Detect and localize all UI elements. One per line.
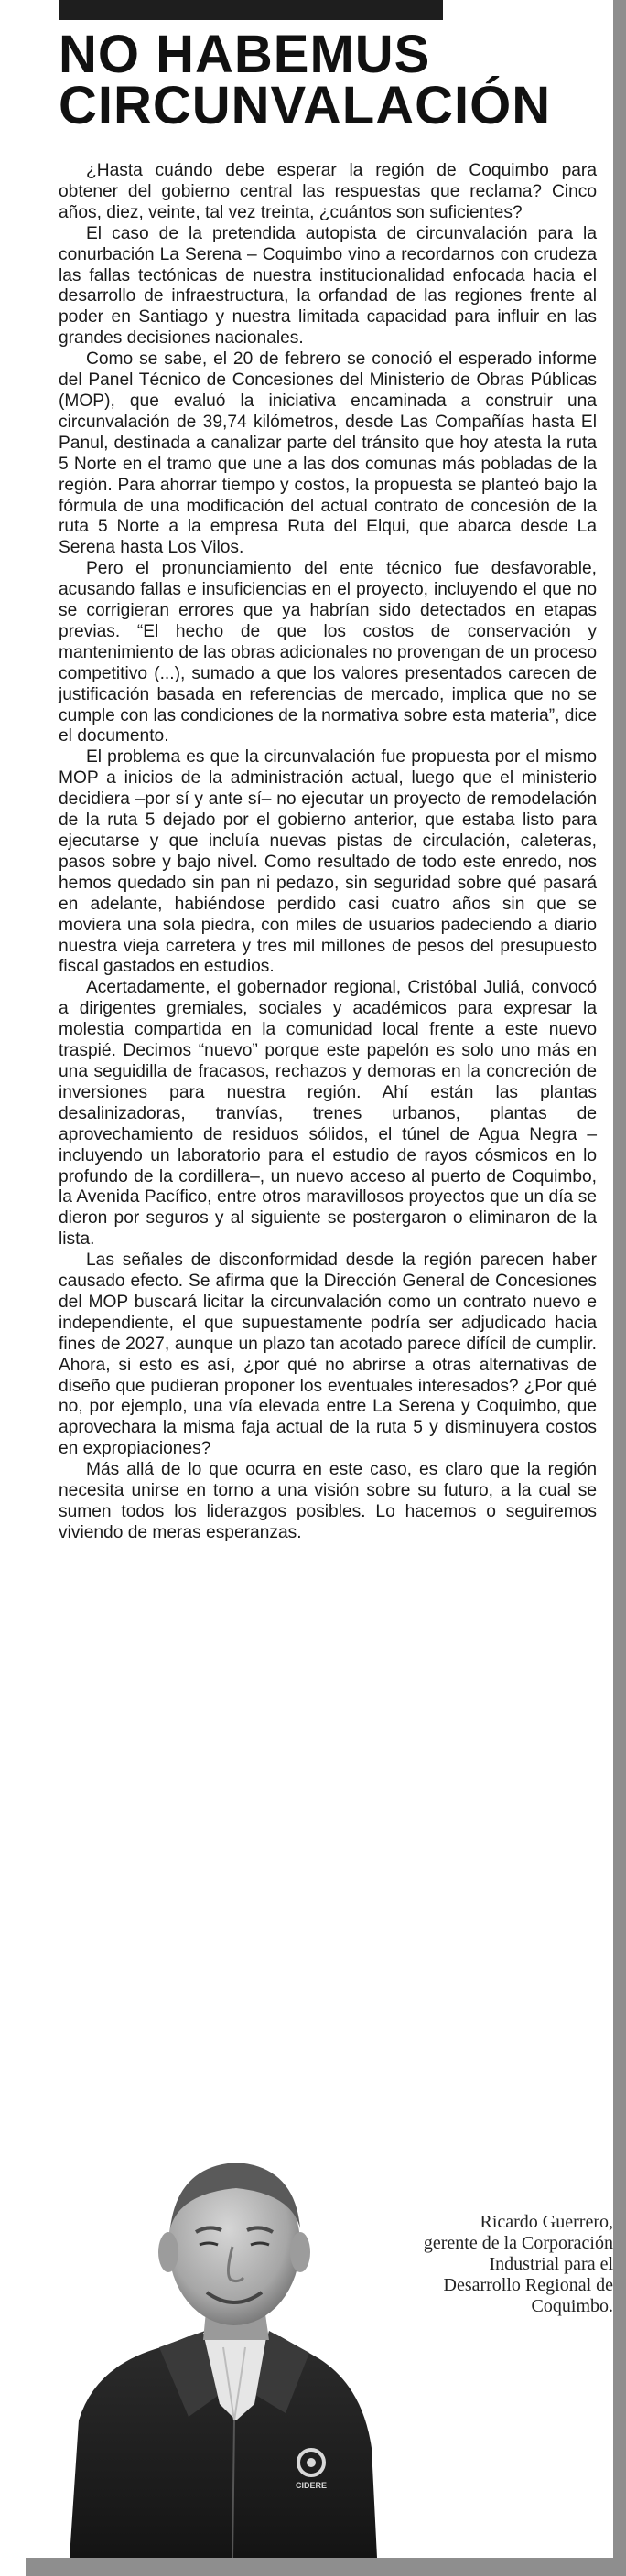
caption-line-3: Industrial para el bbox=[489, 2254, 613, 2274]
headline-line-1: NO HABEMUS bbox=[59, 25, 431, 84]
section-bar bbox=[59, 0, 443, 20]
paragraph-1: ¿Hasta cuándo debe esperar la región de Coquimbo para obtener del gobierno central las respuestas que reclama? Cinco años, diez, veinte, tal vez treinta, ¿cuántos son suficientes? bbox=[59, 161, 597, 222]
paragraph-5: El problema es que la circunvalación fue propuesta por el mismo MOP a inicios de la administración actual, luego que el ministerio decidiera –por sí y ante sí– no ejecutar un proyecto de remodelación de la ruta 5 dejado por el gobierno anterior, que estaba listo para ejecutarse y que incluía nuevas pistas de circulación, caleteras, pasos sobre y bajo nivel. Como resultado de todo este enredo, nos hemos quedado sin pan ni pedazo, sin seguridad sobre qué pasará en adelante, habiéndose perdido casi cuatro años sin que se moviera una sola piedra, con miles de usuarios padeciendo a diario nuestra vieja carretera y tres mil millones de pesos del presupuesto fiscal gastados en estudios. bbox=[59, 747, 597, 977]
author-caption bbox=[339, 2212, 613, 2317]
article-column bbox=[51, 0, 613, 2490]
headline-line-2: CIRCUNVALACIÓN bbox=[59, 76, 552, 135]
bottom-rule bbox=[26, 2558, 626, 2576]
paragraph-3: Como se sabe, el 20 de febrero se conoció el esperado informe del Panel Técnico de Concesiones del Ministerio de Obras Públicas (MOP), que evaluó la iniciativa encaminada a construir una circunvalación de 39,74 kilómetros, desde Las Compañías hasta El Panul, destinada a canalizar parte del tránsito que hoy atesta la ruta 5 Norte en el tramo que une a las dos comunas más pobladas de la región. Para ahorrar tiempo y costos, la propuesta se planteó bajo la fórmula de una modificación del actual contrato de concesión de la ruta 5 Norte a la empresa Ruta del Elqui, que abarca desde La Serena hasta Los Vilos. bbox=[59, 349, 597, 558]
paragraph-8: Más allá de lo que ocurra en este caso, es claro que la región necesita unirse en torno a una visión sobre su futuro, a la cual se sumen todos los liderazgos posibles. Lo hacemos o seguiremos viviendo de meras esperanzas. bbox=[59, 1460, 597, 1542]
author-photo bbox=[51, 2119, 381, 2558]
caption-line-1: Ricardo Guerrero, bbox=[480, 2212, 613, 2232]
logo-text: CIDERE bbox=[295, 2481, 328, 2490]
paragraph-4: Pero el pronunciamiento del ente técnico fue desfavorable, acusando fallas e insuficiencias en el proyecto, incluyendo el que no se corrigieran errores que ya habrían sido detectados en etapas previas. “El hecho de que los costos de conservación y mantenimiento de las obras adicionales no provengan de un proceso competitivo (...), sumado a que los valores presentados carecen de justificación basada en referencias de mercado, implica que no se cumple con las condiciones de la normativa sobre esta materia”, dice el documento. bbox=[59, 559, 597, 746]
paragraph-2: El caso de la pretendida autopista de circunvalación para la conurbación La Serena – Coquimbo vino a recordarnos con crudeza las fallas tectónicas de nuestra institucionalidad enfocada hacia el desarrollo de infraestructura, la orfandad de las regiones frente al poder en Santiago y nuestra limitada capacidad para influir en las grandes decisiones nacionales. bbox=[59, 223, 597, 349]
headline bbox=[59, 25, 604, 135]
caption-line-5: Coquimbo. bbox=[531, 2296, 613, 2316]
caption-line-2: gerente de la Corporación bbox=[423, 2233, 613, 2253]
caption-line-4: Desarrollo Regional de bbox=[443, 2275, 613, 2295]
paragraph-6: Acertadamente, el gobernador regional, Cristóbal Juliá, convocó a dirigentes gremiales, sociales y académicos para expresar la molestia compartida en la comunidad local frente a este nuevo traspié. Decimos “nuevo” porque este papelón es solo uno más en una seguidilla de fracasos, rechazos y demoras en la concreción de inversiones para nuestra región. Ahí están las plantas desalinizadoras, tranvías, trenes urbanos, plantas de aprovechamiento de residuos sólidos, el túnel de Agua Negra –incluyendo un laboratorio para el estudio de rayos cósmicos en lo profundo de la cordillera–, un nuevo acceso al puerto de Coquimbo, la Avenida Pacífico, entre otros maravillosos proyectos que un día se dieron por seguros y al siguiente se postergaron o eliminaron de la lista. bbox=[59, 978, 597, 1250]
paragraph-7: Las señales de disconformidad desde la región parecen haber causado efecto. Se afirma que la Dirección General de Concesiones del MOP buscará licitar la circunvalación como un contrato nuevo e independiente, el que supuestamente podría ser adjudicado hacia fines de 2027, aunque un plazo tan acotado parece difícil de cumplir. Ahora, si esto es así, ¿por qué no abrirse a otras alternativas de diseño que pudieran proponer los eventuales interesados? ¿Por qué no, por ejemplo, una vía elevada entre La Serena y Coquimbo, que aprovechara la misma faja actual de la ruta 5 y disminuyera costos en expropiaciones? bbox=[59, 1250, 597, 1459]
article-body bbox=[59, 161, 597, 1544]
author-block bbox=[51, 2119, 619, 2558]
